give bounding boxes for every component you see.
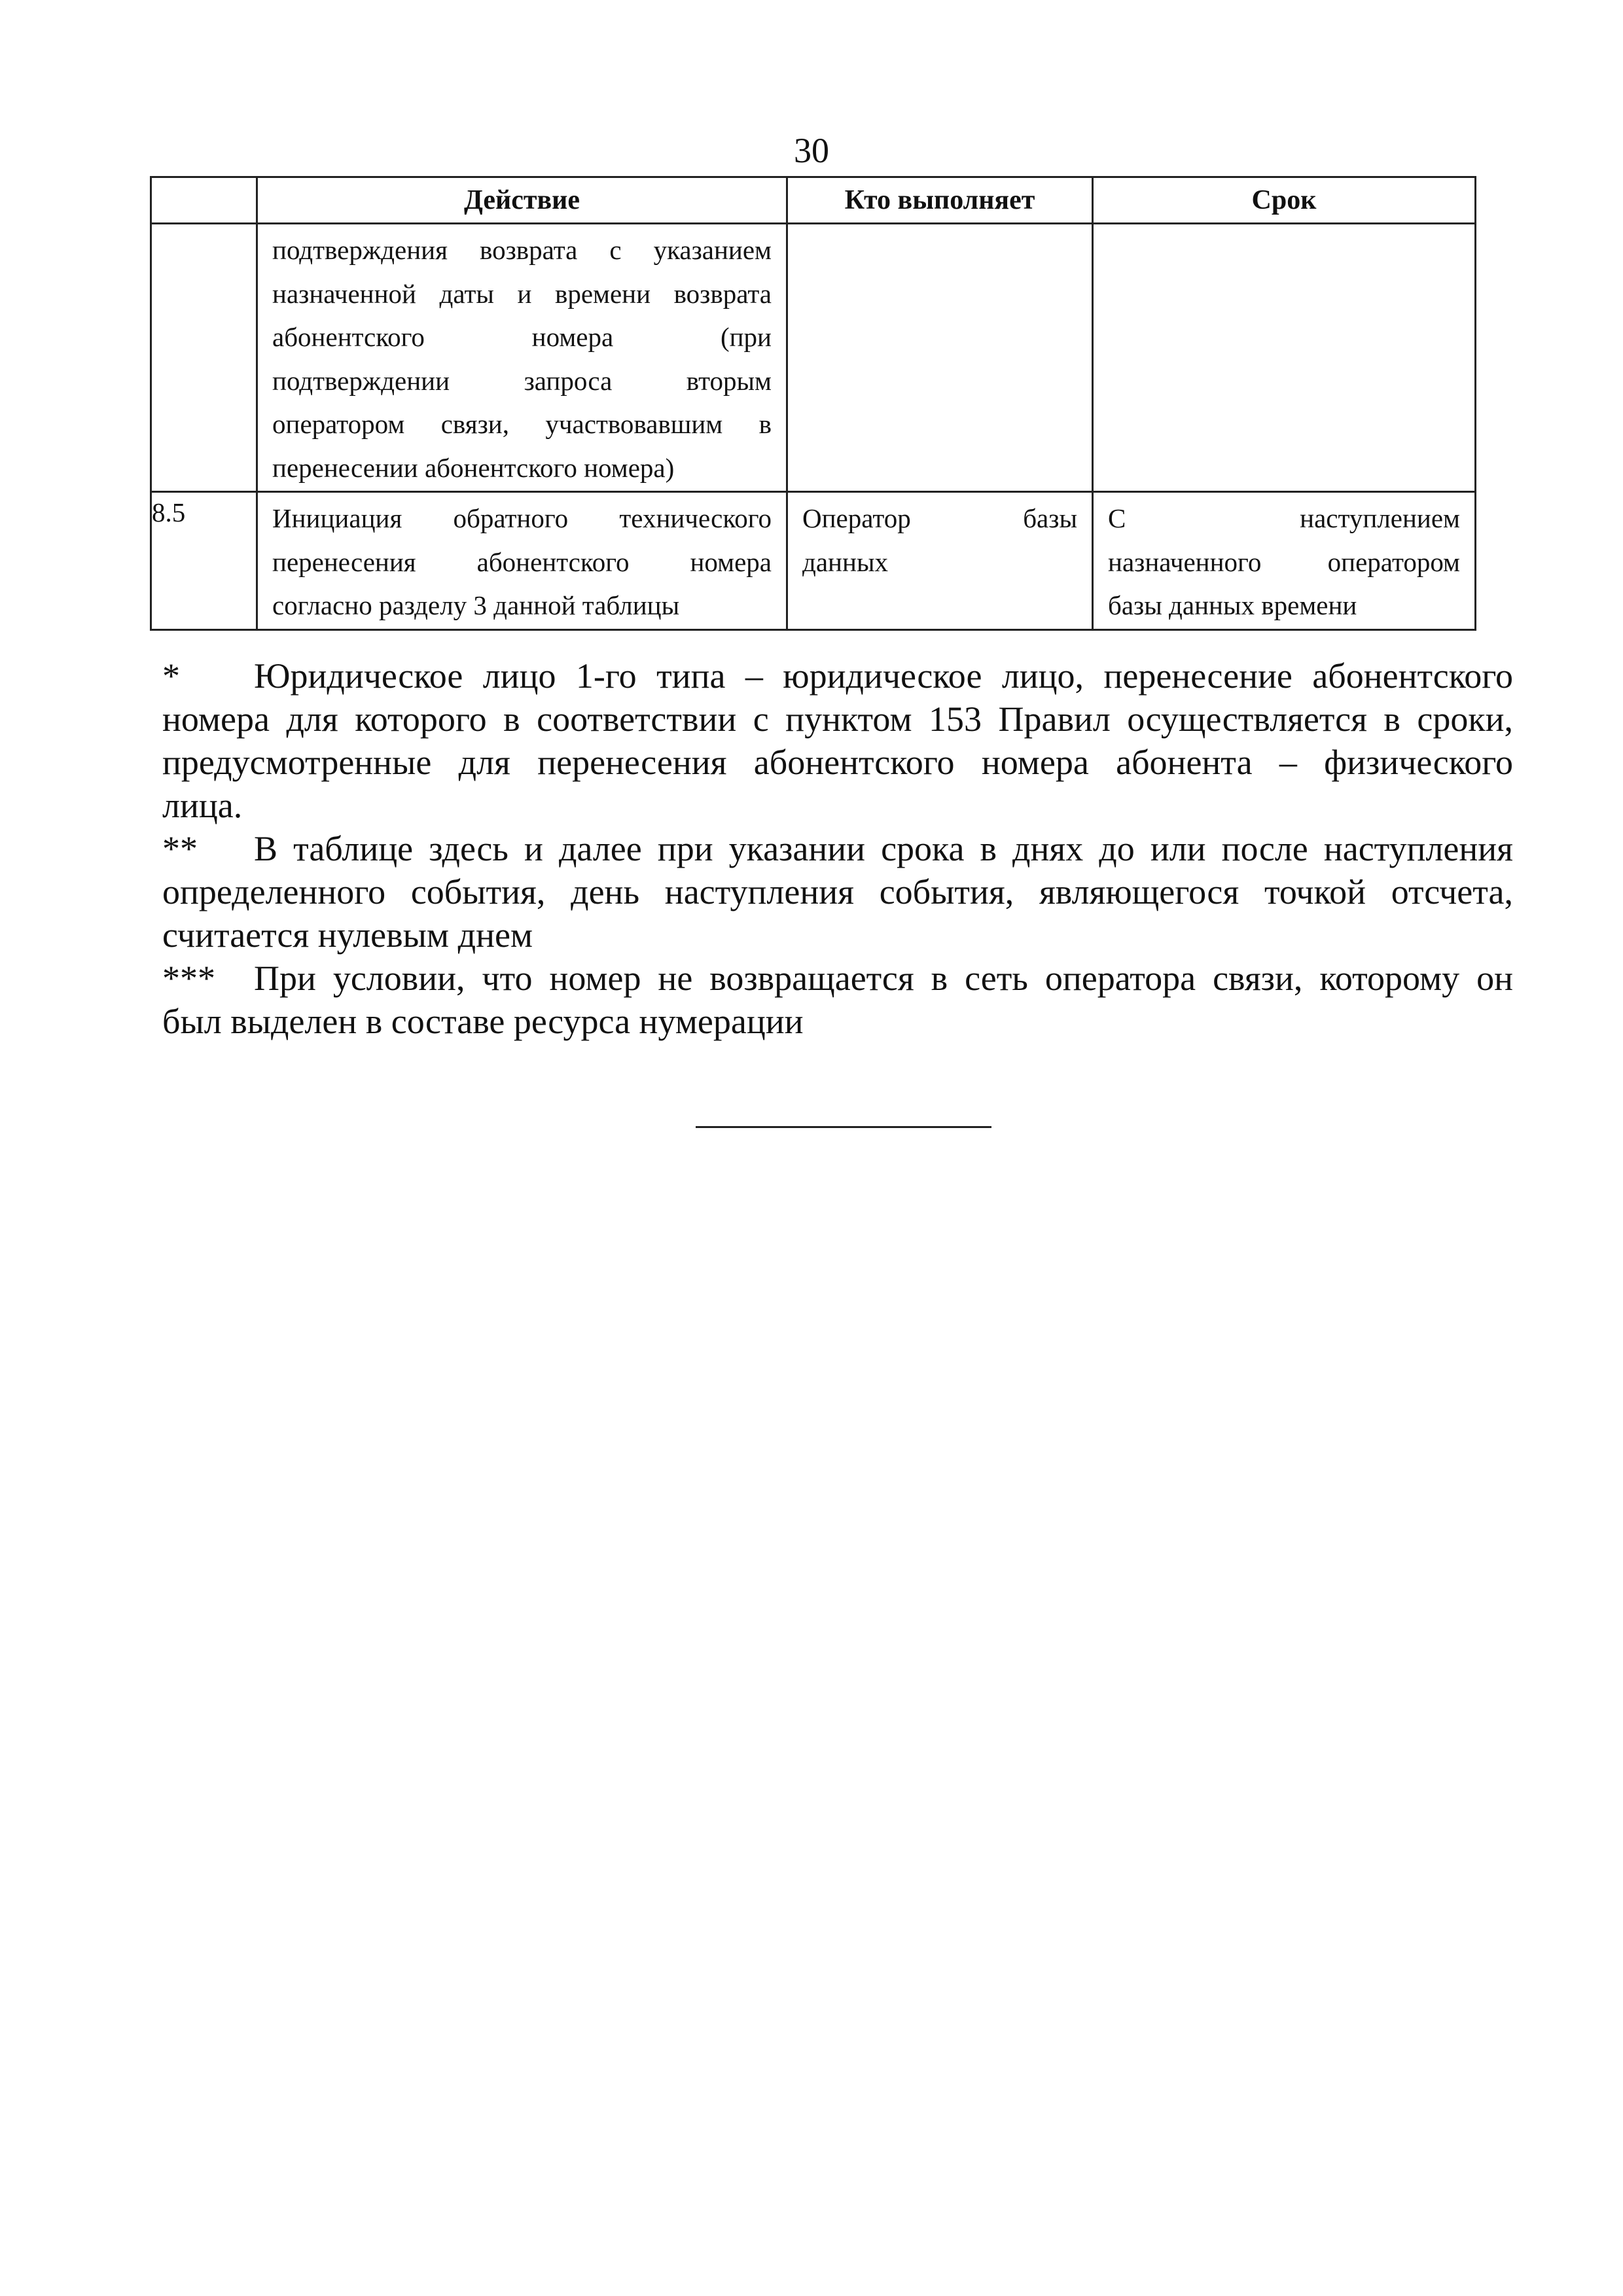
row-number xyxy=(151,224,257,492)
term-line: базы данных времени xyxy=(1108,590,1357,620)
footnote-line: определенного события, день наступления события, являющегося точкой отсчета, xyxy=(162,872,1513,911)
footnote-mark: * xyxy=(162,656,180,696)
action-cell xyxy=(257,492,787,630)
footnote xyxy=(162,654,1513,827)
footnote-line: В таблице здесь и далее при указании срока в днях до или после наступления xyxy=(254,829,1513,868)
action-line: подтверждении запроса вторым xyxy=(272,365,772,396)
procedure-table xyxy=(150,176,1476,631)
action-line: согласно разделу 3 данной таблицы xyxy=(272,590,680,620)
footnote-line: был выделен в составе ресурса нумерации xyxy=(162,1002,804,1041)
term-line: назначенного оператором xyxy=(1108,546,1460,577)
action-cell xyxy=(257,224,787,492)
action-line: Инициация обратного технического xyxy=(272,503,772,533)
who-cell xyxy=(787,492,1093,630)
footnote xyxy=(162,827,1513,957)
footnote-line: номера для которого в соответствии с пунктом 153 Правил осуществляется в сроки, xyxy=(162,699,1513,739)
header-num xyxy=(151,177,257,224)
header-term: Срок xyxy=(1093,177,1476,224)
term-cell xyxy=(1093,224,1476,492)
who-cell xyxy=(787,224,1093,492)
footnote-mark: *** xyxy=(162,959,215,998)
table-row xyxy=(151,492,1476,630)
table-row xyxy=(151,224,1476,492)
header-who: Кто выполняет xyxy=(787,177,1093,224)
action-line: перенесения абонентского номера xyxy=(272,546,772,577)
footnote-line: Юридическое лицо 1-го типа – юридическое лицо, перенесение абонентского xyxy=(254,656,1513,696)
footnote-line: лица. xyxy=(162,786,243,825)
end-of-document-rule xyxy=(696,1126,991,1128)
action-line: оператором связи, участвовавшим в xyxy=(272,409,772,439)
footnote-line: предусмотренные для перенесения абонентского номера абонента – физического xyxy=(162,743,1513,782)
table-header-row xyxy=(151,177,1476,224)
action-line: назначенной даты и времени возврата xyxy=(272,278,772,309)
footnote-line: считается нулевым днем xyxy=(162,915,533,955)
footnote-mark: ** xyxy=(162,829,198,868)
page-number: 30 xyxy=(794,131,829,170)
footnotes xyxy=(162,654,1513,1043)
action-line: перенесении абонентского номера) xyxy=(272,452,675,483)
term-line: С наступлением xyxy=(1108,503,1460,533)
footnote-line: При условии, что номер не возвращается в сеть оператора связи, которому он xyxy=(254,959,1513,998)
header-action: Действие xyxy=(257,177,787,224)
row-number: 8.5 xyxy=(151,492,257,630)
footnote xyxy=(162,957,1513,1043)
who-line: Оператор базы xyxy=(802,503,1077,533)
action-line: подтверждения возврата с указанием xyxy=(272,235,772,265)
who-line: данных xyxy=(802,546,888,577)
action-line: абонентского номера (при xyxy=(272,322,772,352)
term-cell xyxy=(1093,492,1476,630)
